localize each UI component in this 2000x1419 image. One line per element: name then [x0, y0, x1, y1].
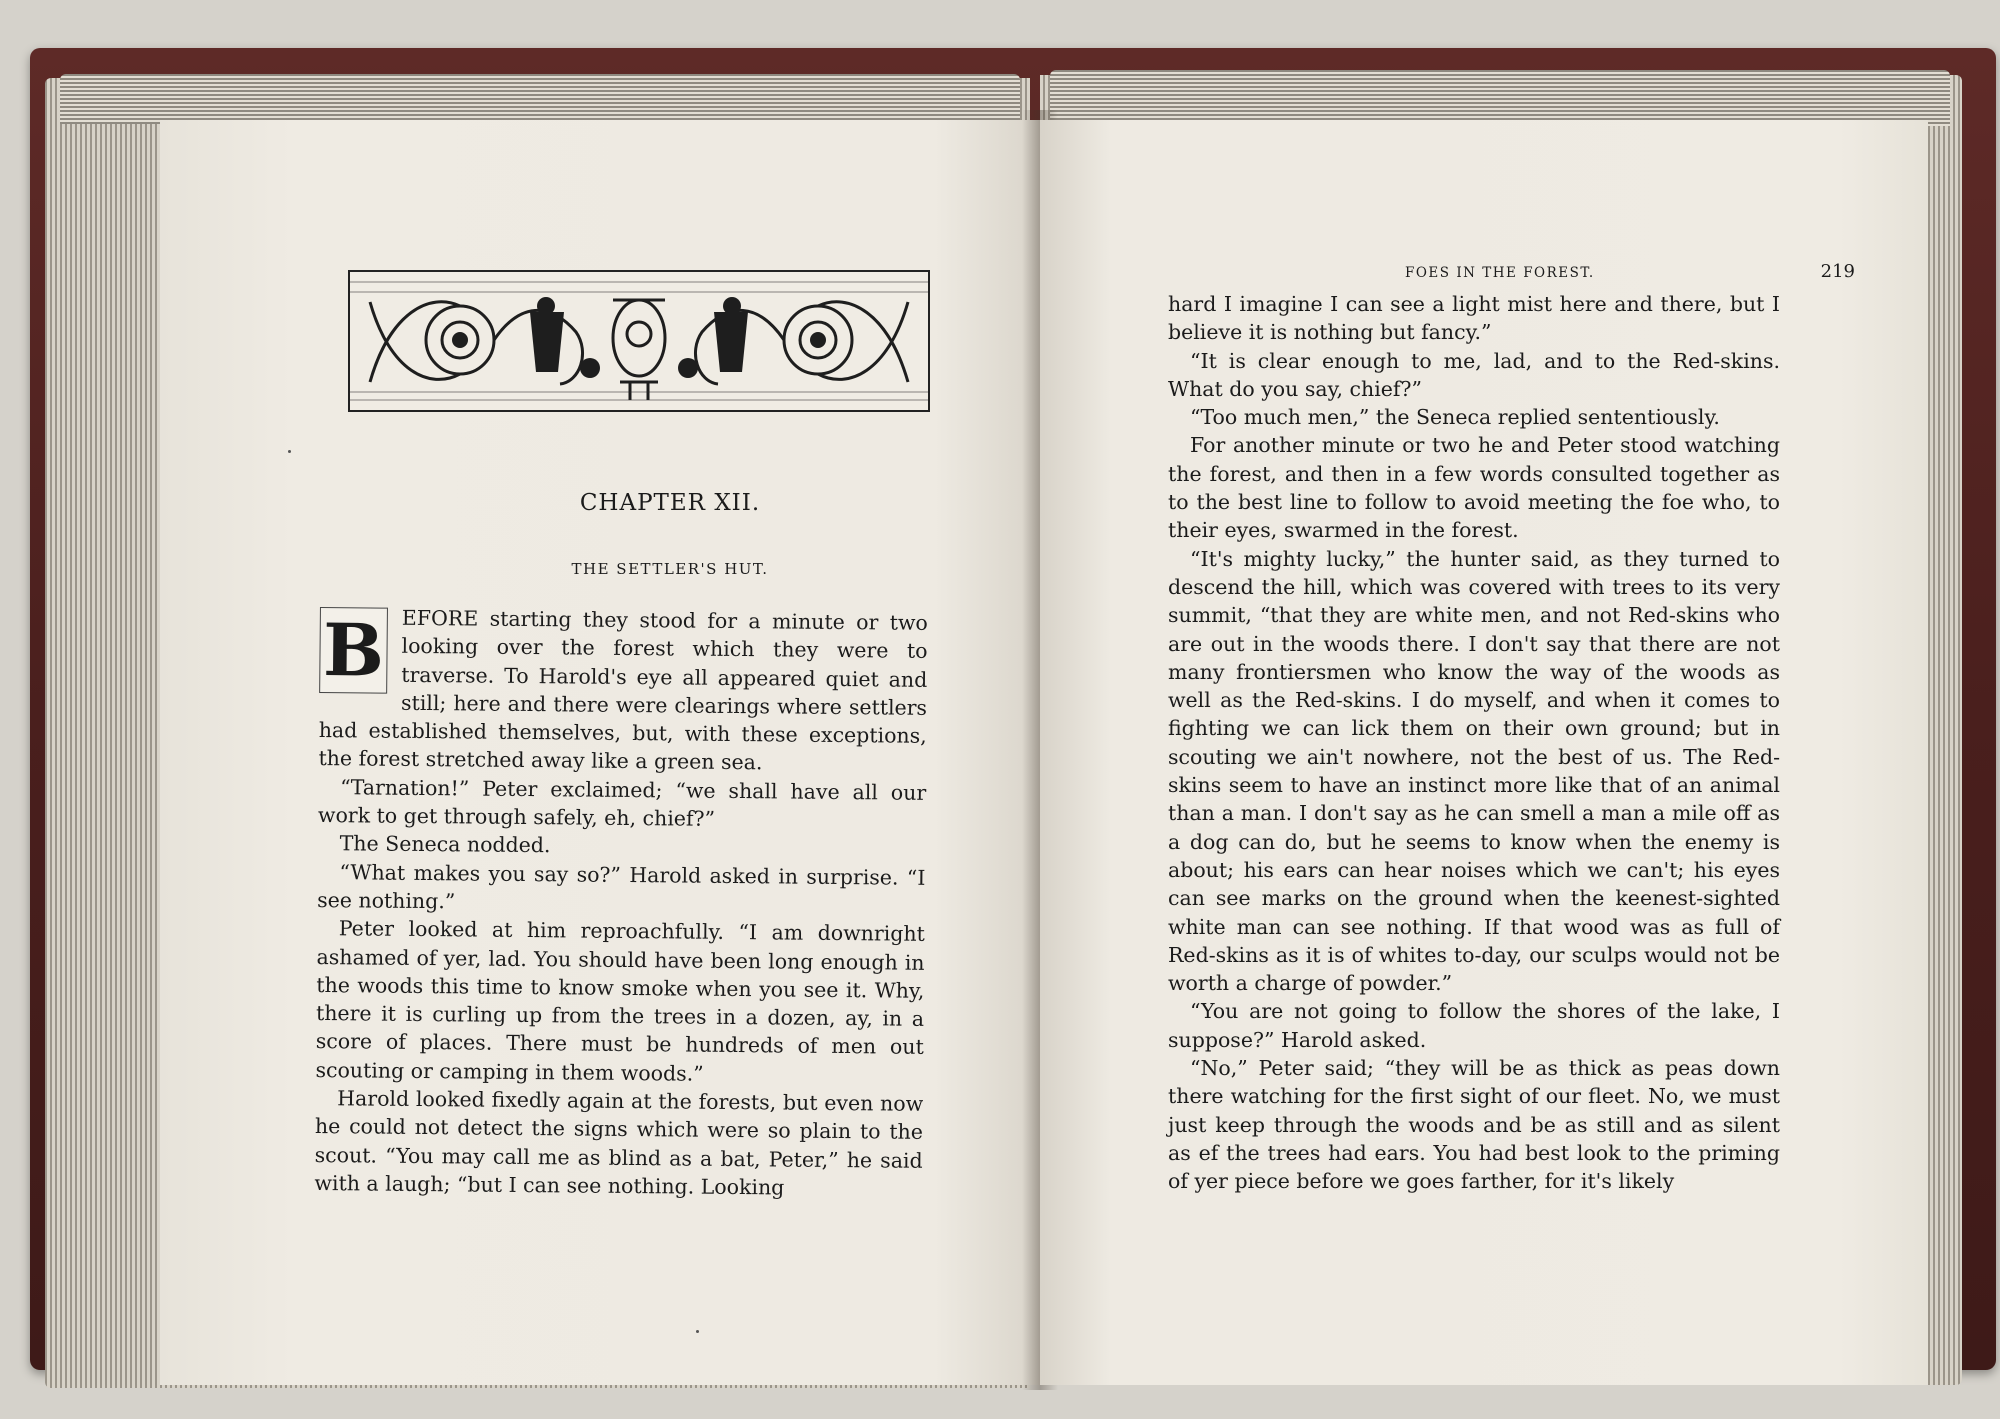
paragraph: “Tarnation!” Peter exclaimed; “we shall have all our work to get through safely, eh, chief?” — [317, 774, 927, 831]
paragraph: “What makes you say so?” Harold asked in surprise. “I see nothing.” — [317, 859, 926, 914]
chapter-title: CHAPTER XII. — [579, 490, 761, 516]
paragraph: For another minute or two he and Peter stood watching the forest, and then in a few words consulted together as to the best line to follow to avoid meeting the foe who, to their eyes, swarmed in the forest. — [1168, 433, 1780, 543]
paragraph: Peter looked at him reproachfully. “I am downright ashamed of yer, lad. You should have been long enough in the woods this time to know smoke when you see it. Why, there it is curling up from the trees in a dozen, ay, in a score of places. There must be hundreds of men out scouting or camping in them woods.” — [315, 916, 925, 1086]
left-body-text — [314, 603, 928, 1203]
drop-cap: B — [319, 607, 388, 694]
paragraph: “It's mighty lucky,” the hunter said, as they turned to descend the hill, which was covered with trees to its very summit, “that they are white men, and not Red-skins who are out in the woods there. I don't say that there are not many frontiersmen who know the way of the woods as well as the Red-skins. I do myself, and when it comes to fighting we can lick them on their own ground; but in scouting we ain't nowhere, not the best of us. The Red-skins seem to have an instinct more like that of an animal than a man. I don't say as he can smell a man a mile off as a dog can do, but he seems to know when the enemy is about; his ears can hear noises which we can't; his eyes can see marks on the ground when the keenest-sighted white man can see nothing. If that wood was as full of Red-skins as it is of whites to-day, our sculps would not be worth a charge of powder.” — [1168, 546, 1780, 996]
chapter-subtitle: THE SETTLER'S HUT. — [571, 560, 769, 578]
right-page — [1040, 120, 1928, 1385]
paragraph: The Seneca nodded. — [339, 831, 551, 858]
left-top-edge — [60, 74, 1020, 124]
paragraph: hard I imagine I can see a light mist here and there, but I believe it is nothing but fancy.” — [1168, 292, 1780, 345]
left-page — [160, 120, 1040, 1385]
running-head-title: FOES IN THE FOREST. — [1405, 265, 1595, 281]
paragraph-text: starting they stood for a minute or two looking over the forest which they were to traverse. To Harold's eye all appeared quiet and still; here and there were clearings where settlers had established themselves, but, with these exceptions, the forest stretched away like a green sea. — [318, 606, 928, 775]
paper-speck — [288, 450, 291, 453]
right-top-edge — [1050, 70, 1950, 126]
paragraph: “You are not going to follow the shores of the lake, I suppose?” Harold asked. — [1168, 999, 1780, 1052]
page-number: 219 — [1820, 261, 1855, 282]
paragraph: “No,” Peter said; “they will be as thick as peas down there watching for the first sight of our fleet. No, we must just keep through the woods and be as still and as silent as ef the trees had ears. You had best look to the priming of yer piece before we goes farther, for it's likely — [1168, 1056, 1780, 1194]
paragraph: Harold looked fixedly again at the forests, but even now he could not detect the signs which were so plain to the scout. “You may call me as blind as a bat, Peter,” he said with a laugh; “but I can see nothing. Looking — [314, 1086, 924, 1200]
right-body-text — [1168, 290, 1780, 1196]
paragraph — [318, 603, 928, 779]
first-words: EFORE — [401, 605, 479, 631]
paragraph: “It is clear enough to me, lad, and to the Red-skins. What do you say, chief?” — [1168, 348, 1780, 401]
paper-speck — [696, 1330, 699, 1333]
ornamental-headpiece — [348, 270, 930, 412]
paragraph: “Too much men,” the Seneca replied sententiously. — [1190, 405, 1720, 430]
ornament-engraving-icon — [350, 272, 928, 410]
